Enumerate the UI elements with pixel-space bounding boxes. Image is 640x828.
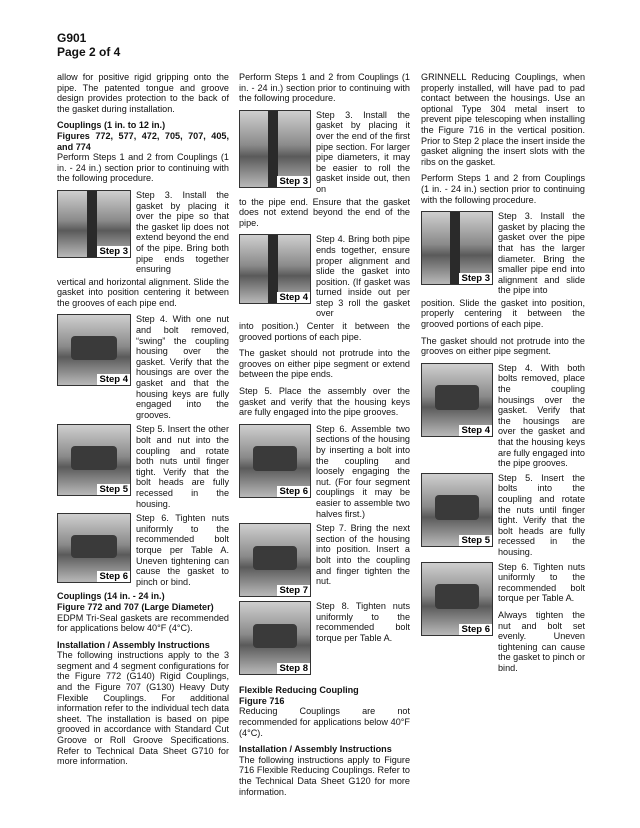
always-text: Always tighten the nut and bolt set evenly. Uneven tightening can cause the gasket to pinch or bind.	[498, 609, 585, 673]
step-text-continued: to the pipe end. Ensure that the gasket does not extend beyond the end of the pipe.	[239, 196, 410, 228]
photo-label: Step 4	[461, 424, 490, 436]
step-5-photo	[57, 424, 131, 496]
photo-label: Step 5	[99, 484, 128, 496]
install-heading: Installation / Assembly Instructions	[57, 639, 210, 650]
step-4-photo	[57, 314, 131, 386]
page-header	[57, 31, 120, 59]
step-3-photo	[239, 110, 311, 188]
step-5-photo	[421, 473, 493, 547]
edpm-text: EDPM Tri-Seal gaskets are recommended for applications below 40°F (4°C).	[57, 612, 229, 634]
housing-shape	[435, 385, 480, 409]
grinnell-text: GRINNELL Reducing Couplings, when properly installed, will have pad to pad contact between the housings. Use an optional Type 304 metal insert to prevent pipe telescoping when installing the Figure 716 in the vertical position. Prior to Step 2 place the insert inside the gasket aligning the insert slots with the ribs on the gasket.	[421, 72, 585, 167]
section-subheading: Figure 772 and 707 (Large Diameter)	[57, 601, 214, 612]
photo-label: Step 4	[99, 374, 128, 386]
document-code: G901	[57, 31, 87, 45]
step-text	[498, 562, 585, 680]
install-heading: Installation / Assembly Instructions	[239, 744, 392, 755]
step-text: Step 3. Install the gasket by placing it over the end of the first pipe section. For larger pipe diameters, it may be easier to roll the gasket inside out, then on	[316, 109, 410, 194]
step-6	[57, 513, 229, 587]
step-6-photo	[421, 562, 493, 636]
section-heading: Couplings (14 in. - 24 in.)	[57, 591, 165, 602]
step-text-continued: into position.) Center it between the grooved portions of each pipe.	[239, 321, 410, 342]
housing-shape	[71, 446, 117, 470]
reducing-text: Reducing Couplings are not recommended for applications below 40°F (4°C).	[239, 706, 410, 738]
install-text: The following instructions apply to Figure 716 Flexible Reducing Couplings. Refer to the Technical Data Sheet G120 for more information.	[239, 754, 410, 797]
page-number: Page 2 of 4	[57, 45, 121, 59]
step-4	[239, 234, 410, 319]
photo-label: Step 6	[99, 571, 128, 583]
step-text: Step 4. With one nut and bolt removed, “swing” the coupling housing over the gasket. Verify that the housings are over the gasket and that the housing keys are fully engaged into the grooves.	[136, 314, 229, 420]
step-5	[421, 473, 585, 558]
step-7-photo	[239, 523, 311, 597]
gasket-shape	[268, 111, 278, 187]
column-3	[421, 72, 585, 681]
step-6	[239, 424, 410, 519]
step-text: Step 6. Assemble two sections of the housing by inserting a bolt into the coupling and loosely engaging the nut. (For four segment couplings it may be easier to assemble two halves first.)	[316, 423, 410, 519]
section-subheading: Figures 772, 577, 472, 705, 707, 405, and 774	[57, 130, 229, 152]
column-1	[57, 72, 229, 773]
photo-label: Step 3	[461, 273, 490, 285]
housing-shape	[435, 584, 480, 608]
step-text: Step 5. Insert the other bolt and nut into the coupling and rotate both nuts until finger tight. Verify that the bolt heads are fully recessed in the housing.	[136, 424, 229, 509]
photo-label: Step 6	[279, 485, 308, 497]
column-2	[239, 72, 410, 803]
step-text: Step 7. Bring the next section of the housing into position. Insert a bolt into the coupling and finger tighten the nut.	[316, 523, 410, 587]
step-7	[239, 523, 410, 597]
photo-label: Step 3	[279, 175, 308, 187]
photo-label: Step 8	[279, 663, 308, 675]
step-8	[239, 601, 410, 675]
step-6-photo	[239, 424, 311, 498]
step-3-photo	[57, 190, 131, 258]
photo-label: Step 6	[461, 623, 490, 635]
protrude-text: The gasket should not protrude into the grooves on either pipe segment.	[421, 335, 585, 357]
housing-shape	[435, 495, 480, 519]
step-3-photo	[421, 211, 493, 285]
step-text: Step 8. Tighten nuts uniformly to the recommended bolt torque per Table A.	[316, 601, 410, 643]
step-5-text: Step 5. Place the assembly over the gasket and verify that the housing keys are fully engaged into the pipe grooves.	[239, 386, 410, 418]
photo-label: Step 4	[279, 292, 308, 304]
step-8-photo	[239, 601, 311, 675]
housing-shape	[253, 624, 298, 648]
photo-label: Step 3	[99, 245, 128, 257]
step-text: Step 4. Bring both pipe ends together, ensure proper alignment and slide the gasket into position. (If gasket was turned inside out per step 3 roll the gasket over	[316, 234, 410, 319]
intro-text: allow for positive rigid gripping onto the pipe. The patented tongue and groove design provides protection to the back of the gasket during installation.	[57, 72, 229, 114]
housing-shape	[71, 535, 117, 558]
perform-text: Perform Steps 1 and 2 from Couplings (1 in. - 24 in.) section prior to continuing with the following procedure.	[421, 173, 585, 205]
photo-label: Step 7	[279, 585, 308, 597]
gasket-shape	[450, 212, 460, 284]
step-text: Step 5. Insert the bolts into the coupling and rotate the nuts until finger tight. Verify that the bolt heads are fully recessed in the housing.	[498, 472, 585, 557]
step-6	[421, 562, 585, 680]
step-4-photo	[239, 234, 311, 304]
step-text-continued: position. Slide the gasket into position, properly centering it between the grooved portions of each pipe.	[421, 297, 585, 330]
gasket-shape	[268, 235, 278, 303]
housing-shape	[253, 546, 298, 570]
step-5	[57, 424, 229, 509]
step-4-photo	[421, 363, 493, 437]
step-3	[239, 110, 410, 195]
step-4	[421, 363, 585, 469]
step-3	[421, 211, 585, 296]
perform-text: Perform Steps 1 and 2 from Couplings (1 in. - 24 in.) section prior to continuing with the following procedure.	[239, 72, 410, 104]
step-4	[57, 314, 229, 420]
install-text: The following instructions apply to the 3 segment and 4 segment configurations for the Figure 772 (G140) Rigid Couplings, and the Figure 707 (G130) Heavy Duty Flexible Couplings. For additional information refer to the individual tech data sheet. The installation is based on pipe grooved in accordance with Standard Cut Groove or Roll Groove Specifications. Refer to Technical Data Sheet G710 for more information.	[57, 650, 229, 767]
perform-text: Perform Steps 1 and 2 from Couplings (1 in. - 24 in.) section prior to continuing with the following procedure.	[57, 152, 229, 184]
photo-label: Step 5	[461, 534, 490, 546]
step-text: Step 4. With both bolts removed, place the coupling housings over the gasket. Verify that the housings are over the gasket and that the housing keys are fully engaged into the pipe grooves.	[498, 362, 585, 469]
gasket-shape	[87, 191, 97, 257]
protrude-text: The gasket should not protrude into the grooves on either pipe segment or extend between the pipe ends.	[239, 348, 410, 380]
step-6-photo	[57, 513, 131, 583]
step-text: Step 3. Install the gasket by placing it over the pipe so that the gasket lip does not extend beyond the end of the pipe. Bring both pipe ends together ensuring	[136, 189, 229, 275]
step-3	[57, 190, 229, 275]
section-heading: Couplings (1 in. to 12 in.)	[57, 120, 166, 131]
housing-shape	[71, 336, 117, 360]
step-text: Step 3. Install the gasket by placing the gasket over the pipe that has the larger diameter. Bring the smaller pipe end into alignment and slide the pipe into	[498, 211, 585, 296]
housing-shape	[253, 446, 298, 470]
step-text-continued: vertical and horizontal alignment. Slide the gasket into position centering it between the grooves of each pipe end.	[57, 276, 229, 308]
section-subheading: Figure 716	[239, 695, 285, 706]
step-6-text: Step 6. Tighten nuts uniformly to the recommended bolt torque per Table A.	[498, 561, 585, 604]
step-text: Step 6. Tighten nuts uniformly to the recommended bolt torque per Table A. Uneven tightening can cause the gasket to pinch or bind.	[136, 513, 229, 587]
section-heading: Flexible Reducing Coupling	[239, 685, 359, 696]
